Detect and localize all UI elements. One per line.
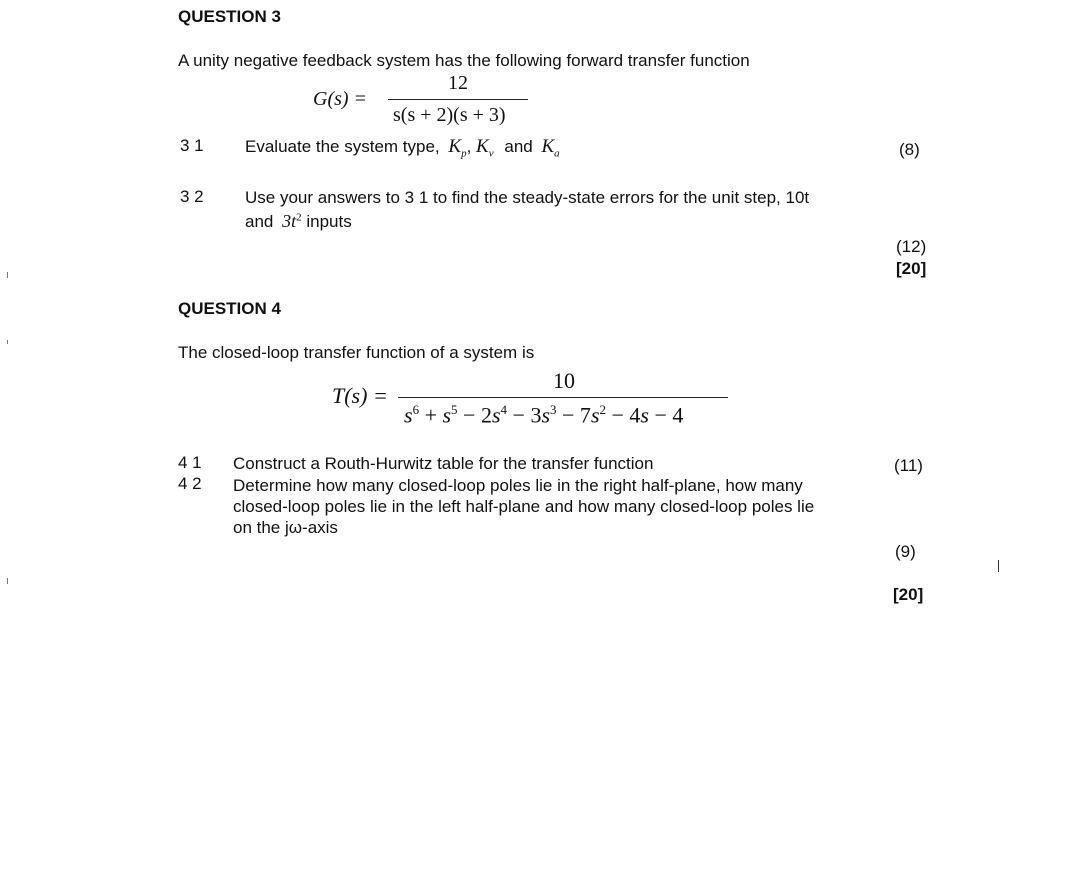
item-4-1-marks: (11) [894, 456, 923, 475]
t-equation-lhs: T(s) = [332, 383, 388, 408]
scan-mark [998, 560, 999, 572]
den-term-base: s [640, 402, 649, 428]
den-term-operator: − 4 [648, 402, 684, 428]
question-3-title: QUESTION 3 [178, 7, 281, 26]
t-equation-denominator [404, 402, 683, 428]
den-term-operator: − 3 [507, 402, 542, 428]
t-fraction-bar [398, 397, 728, 398]
item-number: 3 1 [180, 136, 204, 155]
den-term-exponent: 3 [550, 402, 557, 417]
den-term-exponent: 4 [500, 402, 508, 417]
den-term-exponent: 5 [451, 402, 458, 417]
item-4-1-text: Construct a Routh-Hurwitz table for the transfer function [233, 454, 654, 473]
item-number: 4 2 [178, 474, 202, 493]
g-equation-lhs: G(s) = [313, 88, 368, 110]
den-term-exponent: 2 [599, 402, 606, 417]
t-equation-numerator: 10 [553, 368, 575, 393]
g-equation-denominator: s(s + 2)(s + 3) [393, 104, 506, 126]
den-term-exponent: 6 [412, 402, 420, 417]
g-equation-numerator: 12 [448, 72, 468, 94]
question-3-intro: A unity negative feedback system has the following forward transfer function [178, 51, 750, 70]
question-4-intro: The closed-loop transfer function of a system is [178, 343, 535, 362]
den-term-operator: − 4 [606, 402, 641, 428]
item-number: 4 1 [178, 453, 202, 472]
den-term-base: s [541, 402, 551, 428]
den-term-base: s [590, 402, 600, 428]
den-term-operator: − 7 [556, 402, 591, 428]
den-term-base: s [491, 402, 501, 428]
scan-mark [7, 272, 8, 278]
item-3-2-line2: and $3t^2$ inputs [245, 211, 352, 231]
den-term-base: s [404, 402, 413, 428]
scan-mark [7, 340, 8, 344]
question-3-total: [20] [896, 259, 927, 278]
item-3-1-text: Evaluate the system type, $K_p$, $K_v$ and $K_a$ [245, 136, 560, 160]
den-term-operator: − 2 [457, 402, 492, 428]
den-term-base: s [442, 402, 452, 428]
item-number: 3 2 [180, 187, 204, 206]
question-4-title: QUESTION 4 [178, 299, 281, 318]
item-4-2-marks: (9) [895, 542, 916, 561]
den-term-operator: + [419, 402, 443, 428]
item-3-1-marks: (8) [899, 140, 920, 159]
g-fraction-bar [388, 99, 528, 100]
item-3-2-marks: (12) [896, 237, 927, 256]
item-4-2-line3: on the jω-axis [233, 518, 338, 537]
question-4-total: [20] [893, 585, 924, 604]
item-4-2-line1: Determine how many closed-loop poles lie in the right half-plane, how many [233, 476, 803, 495]
item-4-2-line2: closed-loop poles lie in the left half-plane and how many closed-loop poles lie [233, 497, 815, 516]
item-3-2-line1: Use your answers to 3 1 to find the steady-state errors for the unit step, 10t [245, 188, 810, 207]
scan-mark [7, 578, 8, 584]
